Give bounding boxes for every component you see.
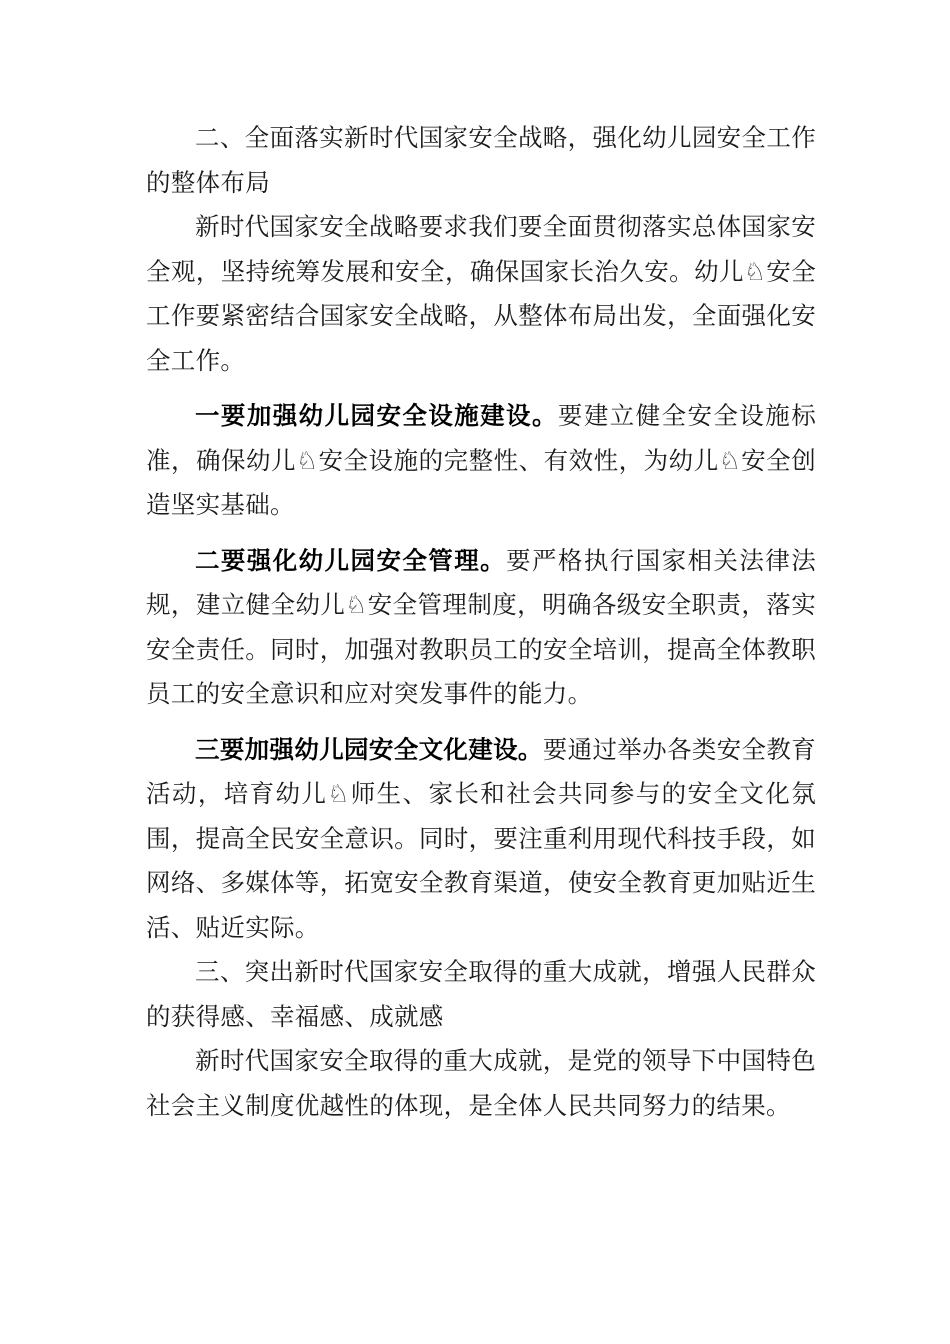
document-page (146, 116, 816, 1128)
paragraph-text: 要严格执行国家相关法律法规，建立健全幼儿♘安全管理制度，明确各级安全职责，落实安全责任。同时，加强对教职员工的安全培训，提高全体教职员工的安全意识和应对突发事件的能力。 (146, 545, 816, 708)
point-paragraph-one (146, 394, 816, 528)
paragraph-text: 二、全面落实新时代国家安全战略，强化幼儿园安全工作的整体布局 (146, 123, 816, 197)
section-heading-three (146, 950, 816, 1039)
paragraph-text: 要通过举办各类安全教育活动，培育幼儿♘师生、家长和社会共同参与的安全文化氛围，提高全民安全意识。同时，要注重利用现代科技手段，如网络、多媒体等，拓宽安全教育渠道，使安全教育更加贴近生活、贴近实际。 (146, 734, 816, 942)
body-paragraph (146, 205, 816, 383)
paragraph-text: 新时代国家安全取得的重大成就，是党的领导下中国特色社会主义制度优越性的体现，是全体人民共同努力的结果。 (146, 1046, 816, 1120)
body-paragraph (146, 1039, 816, 1128)
paragraph-lead: 一要加强幼儿园安全设施建设。 (195, 401, 558, 430)
paragraph-text: 要建立健全安全设施标准，确保幼儿♘安全设施的完整性、有效性，为幼儿♘安全创造坚实基础。 (146, 401, 816, 519)
point-paragraph-two (146, 539, 816, 717)
paragraph-text: 三、突出新时代国家安全取得的重大成就，增强人民群众的获得感、幸福感、成就感 (146, 957, 816, 1031)
paragraph-lead: 三要加强幼儿园安全文化建设。 (195, 734, 543, 764)
point-paragraph-three (146, 728, 816, 951)
paragraph-text: 新时代国家安全战略要求我们要全面贯彻落实总体国家安全观，坚持统筹发展和安全，确保国家长治久安。幼儿♘安全工作要紧密结合国家安全战略，从整体布局出发，全面强化安全工作。 (146, 212, 816, 375)
paragraph-lead: 二要强化幼儿园安全管理。 (195, 545, 507, 575)
section-heading-two (146, 116, 816, 205)
